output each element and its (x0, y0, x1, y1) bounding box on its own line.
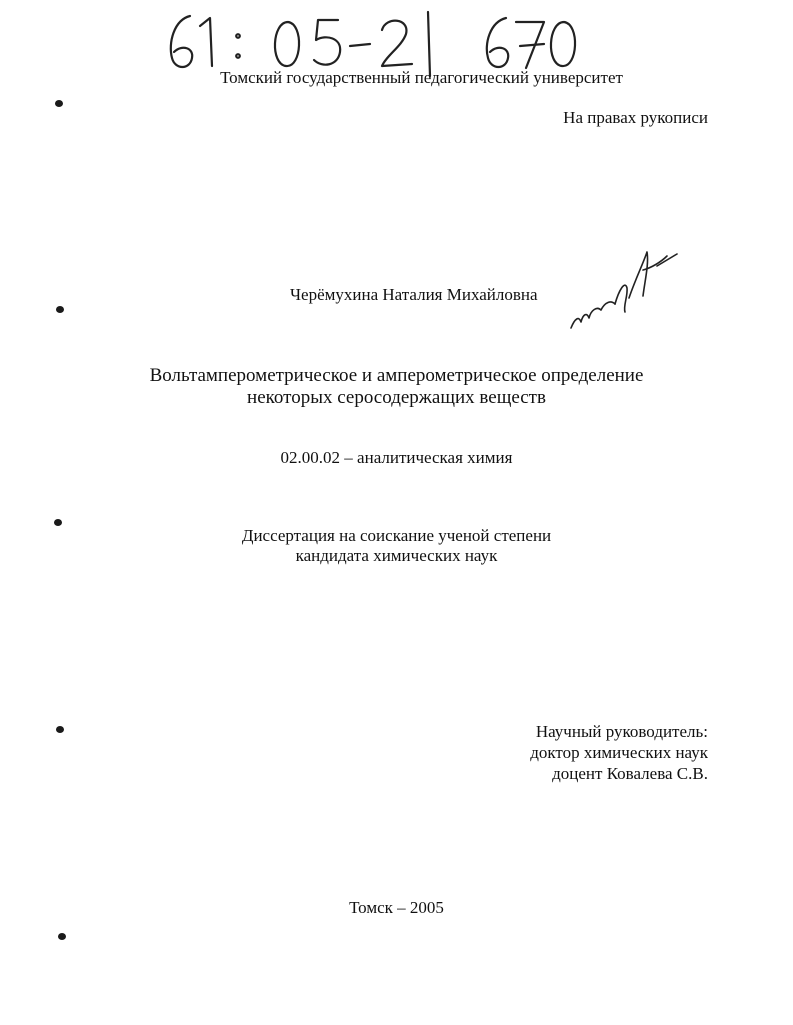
binding-hole-mark (56, 726, 64, 733)
supervisor-label: Научный руководитель: (535, 722, 708, 741)
university-name: Томский государственный педагогический университет (220, 68, 623, 87)
author-signature (565, 240, 685, 335)
rights-notice: На правах рукописи (563, 108, 708, 127)
thesis-title-line-1: Вольтамперометрическое и амперометрическое определение (149, 365, 644, 386)
binding-hole-mark (56, 306, 64, 313)
supervisor-block (530, 721, 708, 784)
degree-statement-line-1: Диссертация на соискание ученой степени (241, 526, 552, 545)
author-signature-drawing (565, 240, 685, 335)
city-year: Томск – 2005 (349, 898, 444, 917)
supervisor-name: доцент Ковалева С.В. (552, 764, 708, 783)
degree-statement-line-2: кандидата химических наук (295, 546, 498, 565)
thesis-title-line-2: некоторых серосодержащих веществ (247, 387, 546, 408)
specialty-code: 02.00.02 – аналитическая химия (280, 448, 513, 467)
supervisor-degree: доктор химических наук (530, 743, 708, 762)
binding-hole-mark (58, 933, 66, 940)
author-name: Черёмухина Наталия Михайловна (290, 285, 538, 304)
binding-hole-mark (54, 519, 62, 526)
binding-hole-mark (55, 100, 63, 107)
